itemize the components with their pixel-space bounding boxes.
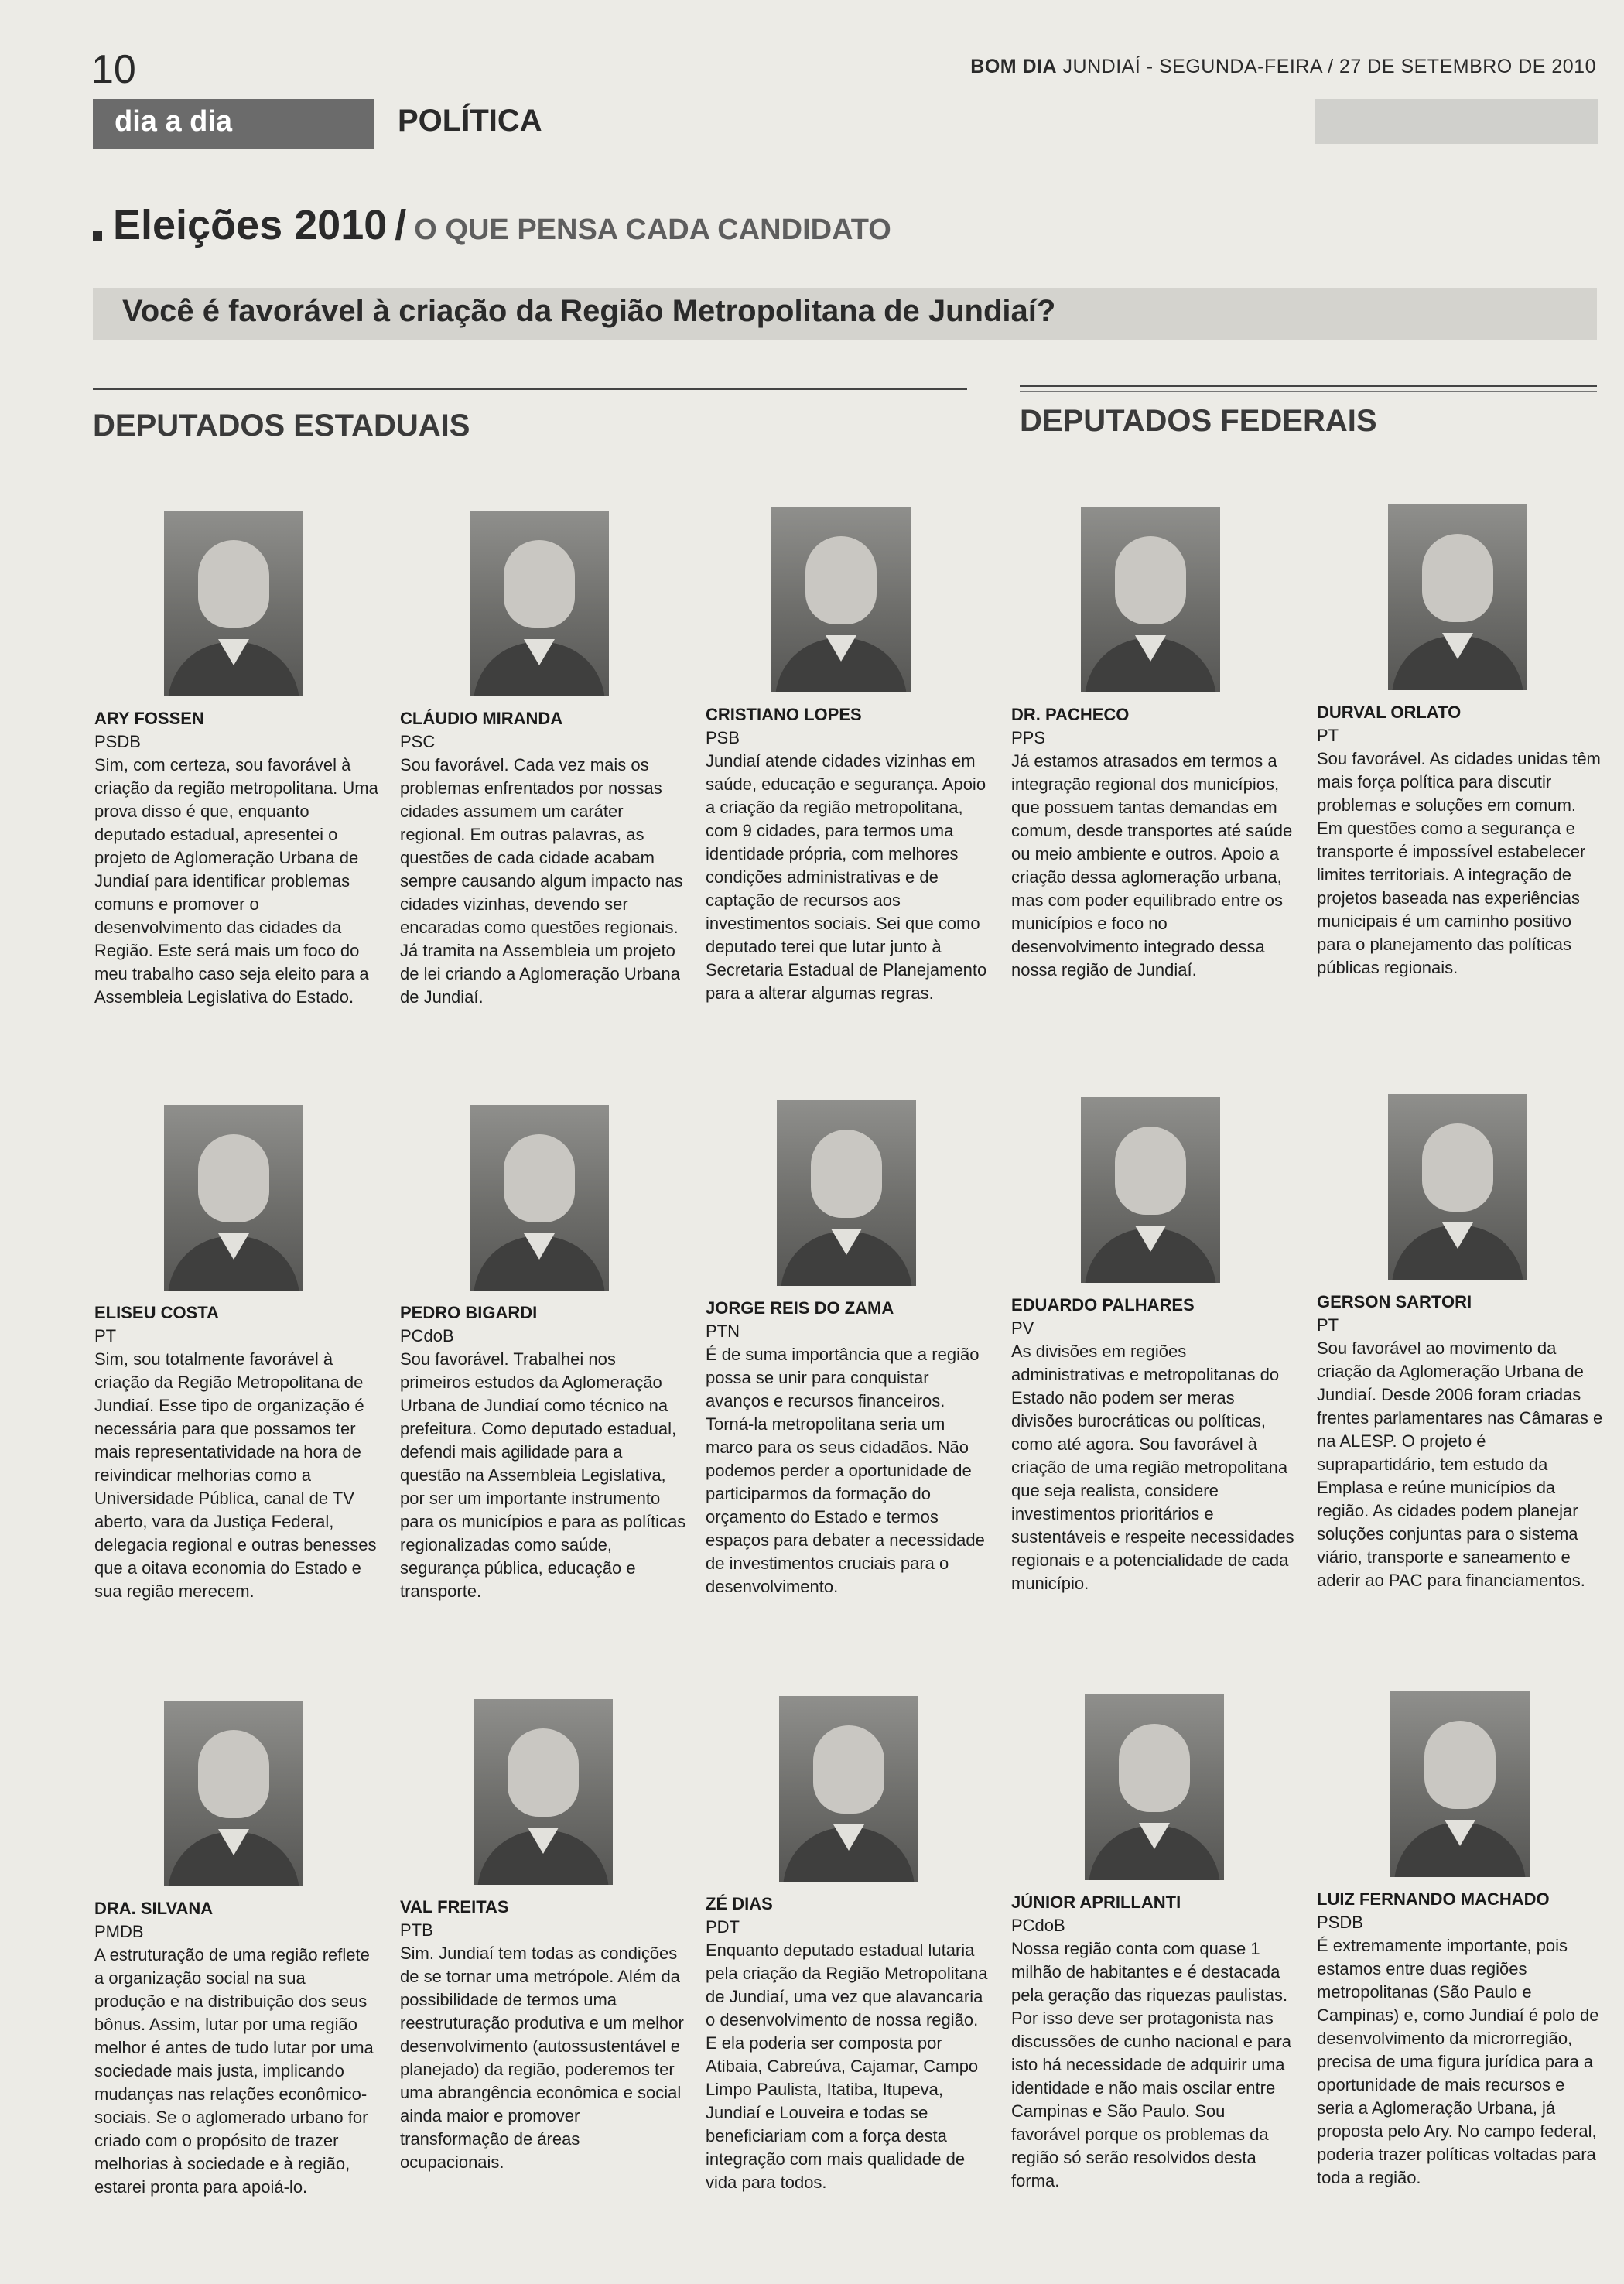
candidate-card <box>400 1105 686 1603</box>
column-divider-estaduais <box>93 388 967 390</box>
candidate-party: PSDB <box>1317 1913 1363 1932</box>
page-number: 10 <box>91 47 136 92</box>
candidate-photo <box>1388 1094 1527 1280</box>
candidate-name: DURVAL ORLATO <box>1317 703 1462 722</box>
question-text: Você é favorável à criação da Região Metropolitana de Jundiaí? <box>122 294 1056 328</box>
candidate-photo <box>1081 1097 1220 1283</box>
candidate-party: PDT <box>706 1917 740 1937</box>
column-divider-federais-thin <box>1020 391 1597 392</box>
candidate-card <box>94 511 381 1009</box>
candidate-answer: Sou favorável. Trabalhei nos primeiros estudos da Aglomeração Urbana de Jundiaí como técnico na prefeitura. Como deputado estadual, defendi mais agilidade para a questão na Assembleia Legislativa, por ser um importante instrumento para os municípios e para as políticas regionalizadas como saúde, segurança pública, educação e transporte. <box>400 1349 686 1601</box>
candidate-party: PTN <box>706 1322 740 1341</box>
candidate-answer: Enquanto deputado estadual lutaria pela criação da Região Metropolitana de Jundiaí, uma vez que alavancaria o desenvolvimento de nossa região. E ela poderia ser composta por Atibaia, Cabreúva, Cajamar, Campo Limpo Paulista, Itatiba, Itupeva, Jundiaí e Louveira e todas se beneficiariam com a força desta integração com mais qualidade de vida para todos. <box>706 1940 988 2192</box>
column-divider-federais <box>1020 385 1597 387</box>
candidate-name: JORGE REIS DO ZAMA <box>706 1298 894 1318</box>
candidate-card <box>1317 1094 1603 1592</box>
heading-deputados-estaduais: DEPUTADOS ESTADUAIS <box>93 409 470 443</box>
candidate-photo <box>470 1105 609 1291</box>
candidate-photo <box>164 1105 303 1291</box>
candidate-photo <box>779 1696 918 1882</box>
candidate-party: PCdoB <box>400 1326 454 1345</box>
candidate-photo <box>777 1100 916 1286</box>
candidate-name: PEDRO BIGARDI <box>400 1303 538 1322</box>
candidate-card <box>706 1100 992 1598</box>
candidate-card <box>1011 1694 1297 2193</box>
headline-slash: / <box>395 202 407 248</box>
section-label: dia a dia <box>115 105 233 138</box>
candidate-card <box>1317 1691 1603 2190</box>
candidate-answer: Sou favorável. As cidades unidas têm mais força política para discutir problemas e soluções em comum. Em questões como a segurança e transporte é impossível estabelecer limites territoriais. A integração de projetos baseada nas experiências municipais é um caminho positivo para o planejamento das políticas públicas regionais. <box>1317 749 1601 977</box>
candidate-card <box>706 507 992 1005</box>
candidate-answer: Sim, sou totalmente favorável à criação da Região Metropolitana de Jundiaí. Esse tipo de organização é necessária para que possamos ter mais representatividade na hora de reivindicar melhorias como a Universidade Pública, canal de TV aberto, vara da Justiça Federal, delegacia regional e outras benesses que a oitava economia do Estado e sua região merecem. <box>94 1349 377 1601</box>
headline-title: Eleições 2010 <box>113 202 388 248</box>
candidate-name: EDUARDO PALHARES <box>1011 1295 1195 1315</box>
heading-deputados-federais: DEPUTADOS FEDERAIS <box>1020 404 1377 438</box>
candidate-photo <box>474 1699 613 1885</box>
candidate-party: PCdoB <box>1011 1916 1065 1935</box>
candidate-card <box>1317 504 1603 980</box>
candidate-answer: Sim. Jundiaí tem todas as condições de se tornar uma metrópole. Além da possibilidade de termos uma reestruturação produtiva e um melhor desenvolvimento (autossustentável e planejado) da região, poderemos ter uma abrangência econômica e social ainda maior e promover transformação de áreas ocupacionais. <box>400 1944 684 2172</box>
candidate-party: PSB <box>706 728 740 747</box>
candidate-name: VAL FREITAS <box>400 1897 509 1916</box>
candidate-photo <box>1085 1694 1224 1880</box>
candidate-photo <box>1388 504 1527 690</box>
candidate-answer: Sou favorável ao movimento da criação da Aglomeração Urbana de Jundiaí. Desde 2006 foram criadas frentes parlamentares nas Câmaras e na ALESP. O projeto é suprapartidário, tem estudo da Emplasa e reúne municípios da região. As cidades podem planejar soluções conjuntas para o sistema viário, transporte e saneamento e aderir ao PAC para financiamentos. <box>1317 1339 1603 1590</box>
bleed-through-bar <box>1315 99 1598 144</box>
candidate-photo <box>164 511 303 696</box>
candidate-card <box>94 1701 381 2199</box>
candidate-photo <box>164 1701 303 1886</box>
candidate-party: PSC <box>400 732 436 751</box>
candidate-photo <box>470 511 609 696</box>
candidate-party: PT <box>1317 1315 1339 1335</box>
candidate-name: LUIZ FERNANDO MACHADO <box>1317 1889 1550 1909</box>
candidate-party: PPS <box>1011 728 1046 747</box>
masthead <box>970 56 1596 78</box>
candidate-card <box>1011 507 1297 982</box>
candidate-name: CRISTIANO LOPES <box>706 705 862 724</box>
candidate-card <box>400 1699 686 2174</box>
candidate-party: PT <box>94 1326 117 1345</box>
candidate-party: PMDB <box>94 1922 144 1941</box>
bullet-square-icon <box>93 231 102 241</box>
candidate-name: GERSON SARTORI <box>1317 1292 1472 1311</box>
candidate-name: DRA. SILVANA <box>94 1899 214 1918</box>
candidate-name: CLÁUDIO MIRANDA <box>400 709 563 728</box>
candidate-name: JÚNIOR APRILLANTI <box>1011 1893 1181 1912</box>
candidate-answer: A estruturação de uma região reflete a organização social na sua produção e na distribuição dos seus bônus. Assim, lutar por uma região melhor é antes de tudo lutar por uma sociedade mais justa, implicando mudanças nas relações econômico-sociais. Se o aglomerado urbano for criado com o propósito de trazer melhorias à sociedade e à região, estarei pronta para apoiá-lo. <box>94 1945 374 2197</box>
paper-name: BOM DIA <box>970 56 1058 77</box>
candidate-party: PSDB <box>94 732 141 751</box>
candidate-answer: As divisões em regiões administrativas e metropolitanas do Estado não podem ser meras divisões burocráticas ou políticas, como até agora. Sou favorável à criação de uma região metropolitana que seja realista, considere investimentos prioritários e sustentáveis e respeite necessidades regionais e a potencialidade de cada município. <box>1011 1342 1294 1593</box>
candidate-name: DR. PACHECO <box>1011 705 1130 724</box>
headline <box>93 201 891 249</box>
candidate-answer: Já estamos atrasados em termos a integração regional dos municípios, que possuem tantas demandas em comum, desde transportes até saúde ou meio ambiente e outros. Apoio a criação dessa aglomeração urbana, mas com poder equilibrado entre os municípios e foco no desenvolvimento integrado dessa nossa região de Jundiaí. <box>1011 751 1293 980</box>
candidate-answer: Jundiaí atende cidades vizinhas em saúde, educação e segurança. Apoio a criação da região metropolitana, com 9 cidades, para termos uma identidade própria, com melhores condições administrativas e de captação de recursos aos investimentos sociais. Sei que como deputado terei que lutar junto à Secretaria Estadual de Planejamento para a alterar algumas regras. <box>706 751 987 1003</box>
candidate-party: PT <box>1317 726 1339 745</box>
candidate-answer: Nossa região conta com quase 1 milhão de habitantes e é destacada pela geração das riquezas paulistas. Por isso deve ser protagonista nas discussões de cunho nacional e para isto há necessidade de adquirir uma identidade e não mais oscilar entre Campinas e São Paulo. Sou favorável porque os problemas da região só serão resolvidos desta forma. <box>1011 1939 1292 2190</box>
candidate-answer: Sou favorável. Cada vez mais os problemas enfrentados por nossas cidades assumem um caráter regional. Em outras palavras, as questões de cada cidade acabam sempre causando algum impacto nas cidades vizinhas, devendo ser encaradas como questões regionais. Já tramita na Assembleia um projeto de lei criando a Aglomeração Urbana de Jundiaí. <box>400 755 683 1007</box>
edition-line: JUNDIAÍ - SEGUNDA-FEIRA / 27 DE SETEMBRO DE 2010 <box>1062 56 1596 77</box>
candidate-card <box>706 1696 992 2194</box>
candidate-photo <box>1390 1691 1530 1877</box>
topic-label: POLÍTICA <box>398 104 542 138</box>
candidate-card <box>94 1105 381 1603</box>
candidate-party: PV <box>1011 1318 1034 1338</box>
candidate-photo <box>771 507 911 692</box>
candidate-card <box>1011 1097 1297 1595</box>
candidate-card <box>400 511 686 1009</box>
candidate-photo <box>1081 507 1220 692</box>
headline-subtitle: O QUE PENSA CADA CANDIDATO <box>414 214 891 246</box>
candidate-name: ARY FOSSEN <box>94 709 204 728</box>
candidate-answer: É extremamente importante, pois estamos entre duas regiões metropolitanas (São Paulo e Campinas) e, como Jundiaí é polo de desenvolvimento da microrregião, precisa de uma figura jurídica para a oportunidade de mais recursos e seria a Aglomeração Urbana, já proposta pelo Ary. No campo federal, poderia trazer políticas voltadas para toda a região. <box>1317 1936 1599 2187</box>
candidate-answer: Sim, com certeza, sou favorável à criação da região metropolitana. Uma prova disso é que, enquanto deputado estadual, apresentei o projeto de Aglomeração Urbana de Jundiaí para identificar problemas comuns e promover o desenvolvimento das cidades da Região. Este será mais um foco do meu trabalho caso seja eleito para a Assembleia Legislativa do Estado. <box>94 755 378 1007</box>
candidate-name: ELISEU COSTA <box>94 1303 219 1322</box>
candidate-answer: É de suma importância que a região possa se unir para conquistar avanços e recursos financeiros. Torná-la metropolitana seria um marco para os seus cidadãos. Não podemos perder a oportunidade de participarmos da formação do orçamento do Estado e termos espaços para debater a necessidade de investimentos cruciais para o desenvolvimento. <box>706 1345 985 1596</box>
candidate-party: PTB <box>400 1920 433 1940</box>
candidate-name: ZÉ DIAS <box>706 1894 773 1913</box>
